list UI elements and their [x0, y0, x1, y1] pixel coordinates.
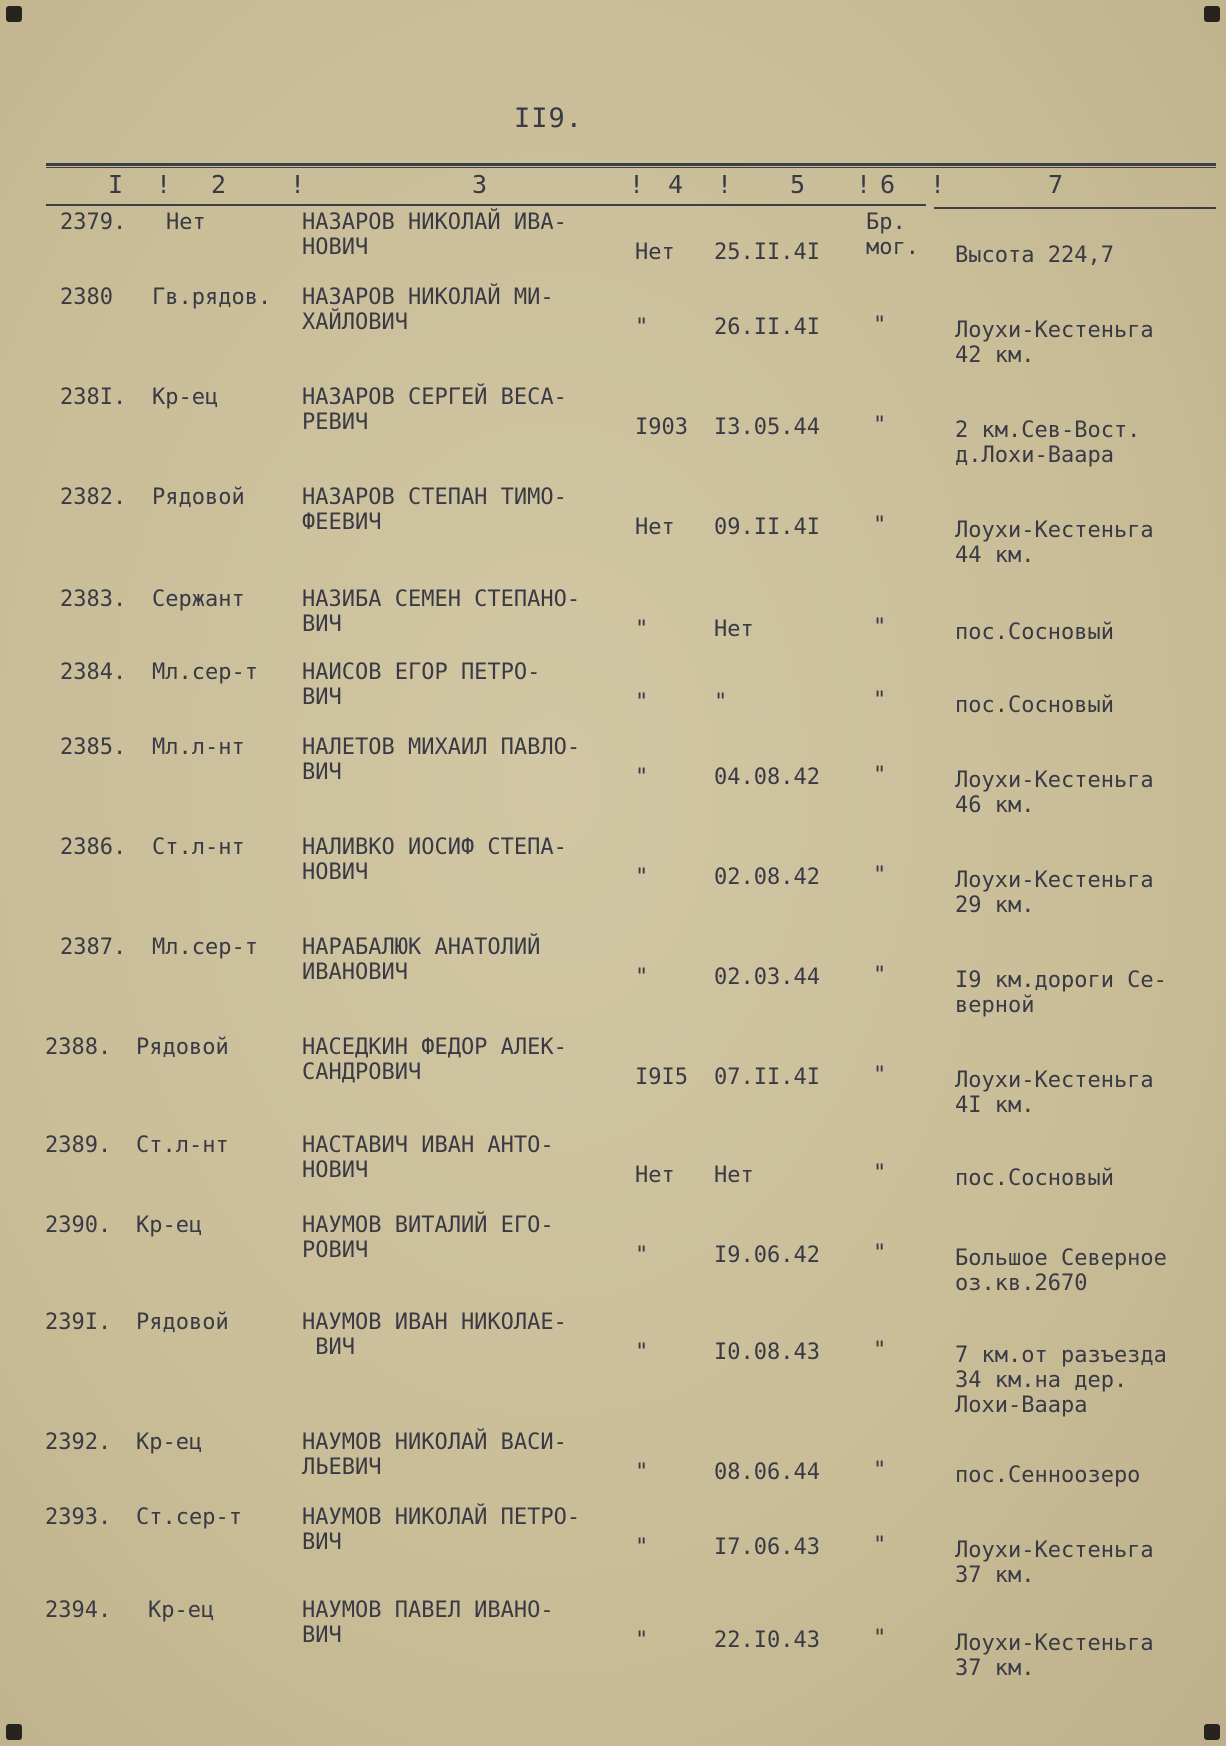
- full-name: [302, 587, 580, 637]
- birth-year: ": [635, 315, 649, 340]
- burial-type: ": [873, 763, 887, 788]
- header-col-3: 3: [472, 170, 488, 199]
- military-rank: Сержант: [152, 587, 245, 612]
- full-name-line-1: НАСЕДКИН ФЕДОР АЛЕК-: [302, 1035, 567, 1060]
- burial-place: [955, 1068, 1154, 1118]
- header-separator: !: [629, 170, 645, 199]
- full-name-line-1: НАУМОВ НИКОЛАЙ ПЕТРО-: [302, 1505, 581, 1530]
- full-name-line-1: НАУМОВ ПАВЕЛ ИВАНО-: [302, 1598, 554, 1623]
- military-rank: Ст.сер-т: [136, 1505, 242, 1530]
- full-name-line-2: ВИЧ: [302, 1335, 355, 1360]
- full-name-line-1: НАЗИБА СЕМЕН СТЕПАНО-: [302, 587, 581, 612]
- death-date: ": [714, 690, 728, 715]
- corner-pin-icon: [1204, 1724, 1220, 1740]
- record-number: 239I.: [45, 1310, 112, 1335]
- full-name-line-1: НАЗАРОВ НИКОЛАЙ МИ-: [302, 285, 554, 310]
- burial-place: [955, 968, 1167, 1018]
- burial-place-line-2: 34 км.на дер.: [955, 1368, 1128, 1393]
- burial-place-line-1: Лоухи-Кестеньга: [955, 1631, 1154, 1656]
- full-name: [302, 835, 567, 885]
- corner-pin-icon: [6, 1724, 22, 1740]
- death-date: 02.03.44: [714, 965, 820, 990]
- burial-place-line-3: Лохи-Ваара: [955, 1393, 1088, 1418]
- burial-place-line-2: 37 км.: [955, 1656, 1035, 1681]
- full-name-line-2: РОВИЧ: [302, 1238, 369, 1263]
- burial-type: ": [873, 1533, 887, 1558]
- birth-year: ": [635, 1460, 649, 1485]
- burial-place-line-1: Лоухи-Кестеньга: [955, 1538, 1154, 1563]
- full-name-line-2: САНДРОВИЧ: [302, 1060, 422, 1085]
- burial-place-line-1: 7 км.от разъезда: [955, 1343, 1167, 1368]
- record-number: 2389.: [45, 1133, 112, 1158]
- burial-type: ": [873, 513, 887, 538]
- burial-place-line-1: Лоухи-Кестеньга: [955, 868, 1154, 893]
- burial-place: [955, 318, 1154, 368]
- death-date: 07.II.4I: [714, 1065, 820, 1090]
- full-name-line-2: ВИЧ: [302, 760, 342, 785]
- burial-place: [955, 1538, 1154, 1588]
- full-name: [302, 1505, 580, 1555]
- record-number: 2384.: [60, 660, 127, 685]
- military-rank: Ст.л-нт: [152, 835, 245, 860]
- burial-place: [955, 418, 1140, 468]
- burial-type: ": [873, 863, 887, 888]
- birth-year: I9I5: [635, 1065, 688, 1090]
- record-number: 2393.: [45, 1505, 112, 1530]
- full-name: [302, 1035, 567, 1085]
- burial-type: ": [873, 1241, 887, 1266]
- record-number: 238I.: [60, 385, 127, 410]
- header-separator: !: [290, 170, 306, 199]
- full-name: [302, 385, 567, 435]
- burial-type: ": [873, 1161, 887, 1186]
- full-name-line-2: ВИЧ: [302, 612, 342, 637]
- military-rank: Рядовой: [152, 485, 245, 510]
- header-underline: [934, 207, 1216, 209]
- burial-type: ": [873, 1338, 887, 1363]
- birth-year: ": [635, 1535, 649, 1560]
- header-col-6: 6: [880, 170, 896, 199]
- birth-year: ": [635, 865, 649, 890]
- header-col-2: 2: [211, 170, 227, 199]
- record-number: 2383.: [60, 587, 127, 612]
- full-name-line-1: НАЛИВКО ИОСИФ СТЕПА-: [302, 835, 567, 860]
- burial-type: ": [873, 1626, 887, 1651]
- burial-place: [955, 243, 1114, 268]
- burial-place-line-1: I9 км.дороги Се-: [955, 968, 1167, 993]
- full-name-line-2: ВИЧ: [302, 685, 342, 710]
- full-name: [302, 1430, 567, 1480]
- full-name: [302, 1133, 554, 1183]
- military-rank: Гв.рядов.: [152, 285, 272, 310]
- birth-year: ": [635, 1243, 649, 1268]
- full-name-line-2: ФЕЕВИЧ: [302, 510, 382, 535]
- burial-type: ": [873, 413, 887, 438]
- header-separator: !: [156, 170, 172, 199]
- record-number: 2382.: [60, 485, 127, 510]
- birth-year: Нет: [635, 240, 675, 265]
- military-rank: Мл.л-нт: [152, 735, 245, 760]
- birth-year: ": [635, 690, 649, 715]
- header-separator: !: [856, 170, 872, 199]
- death-date: I0.08.43: [714, 1340, 820, 1365]
- burial-place-line-1: Лоухи-Кестеньга: [955, 768, 1154, 793]
- record-number: 2388.: [45, 1035, 112, 1060]
- corner-pin-icon: [6, 6, 22, 22]
- death-date: I3.05.44: [714, 415, 820, 440]
- birth-year: I903: [635, 415, 688, 440]
- corner-pin-icon: [1204, 6, 1220, 22]
- military-rank: Кр-ец: [136, 1213, 203, 1238]
- birth-year: ": [635, 617, 649, 642]
- full-name: [302, 660, 540, 710]
- burial-place-line-2: 37 км.: [955, 1563, 1035, 1588]
- military-rank: Рядовой: [136, 1310, 229, 1335]
- full-name-line-2: ИВАНОВИЧ: [302, 960, 408, 985]
- burial-place-line-1: пос.Сосновый: [955, 1166, 1114, 1191]
- record-number: 2385.: [60, 735, 127, 760]
- military-rank: Ст.л-нт: [136, 1133, 229, 1158]
- burial-place: [955, 518, 1154, 568]
- full-name: [302, 735, 580, 785]
- birth-year: ": [635, 1628, 649, 1653]
- death-date: Нет: [714, 1163, 754, 1188]
- military-rank: Рядовой: [136, 1035, 229, 1060]
- header-underline: [46, 204, 926, 206]
- header-col-1: I: [108, 170, 124, 199]
- table-top-rule-thin: [46, 167, 1216, 168]
- full-name-line-2: ВИЧ: [302, 1530, 342, 1555]
- burial-place-line-1: пос.Сосновый: [955, 693, 1114, 718]
- death-date: I7.06.43: [714, 1535, 820, 1560]
- death-date: 26.II.4I: [714, 315, 820, 340]
- burial-place-line-2: д.Лохи-Ваара: [955, 443, 1114, 468]
- burial-place: [955, 1343, 1167, 1418]
- record-number: 2392.: [45, 1430, 112, 1455]
- full-name-line-2: РЕВИЧ: [302, 410, 369, 435]
- full-name-line-2: НОВИЧ: [302, 1158, 369, 1183]
- full-name-line-2: ВИЧ: [302, 1623, 342, 1648]
- burial-place: [955, 768, 1154, 818]
- burial-place-line-2: 4I км.: [955, 1093, 1035, 1118]
- burial-place: [955, 1166, 1114, 1191]
- burial-place-line-2: оз.кв.2670: [955, 1271, 1088, 1296]
- burial-place-line-2: 42 км.: [955, 343, 1035, 368]
- death-date: 22.I0.43: [714, 1628, 820, 1653]
- burial-place-line-1: 2 км.Сев-Вост.: [955, 418, 1141, 443]
- table-header: [0, 170, 1226, 206]
- burial-place: [955, 693, 1114, 718]
- burial-type: ": [873, 1458, 887, 1483]
- full-name-line-1: НАУМОВ НИКОЛАЙ ВАСИ-: [302, 1430, 567, 1455]
- burial-place-line-1: Лоухи-Кестеньга: [955, 318, 1154, 343]
- record-number: 2380: [60, 285, 113, 310]
- table-top-rule: [46, 163, 1216, 166]
- burial-type: ": [873, 963, 887, 988]
- death-date: Нет: [714, 617, 754, 642]
- burial-type: ": [873, 688, 887, 713]
- full-name: [302, 1213, 554, 1263]
- birth-year: ": [635, 1340, 649, 1365]
- full-name-line-2: ХАЙЛОВИЧ: [302, 310, 408, 335]
- burial-place: [955, 1463, 1140, 1488]
- record-number: 2379.: [60, 210, 127, 235]
- death-date: 09.II.4I: [714, 515, 820, 540]
- header-col-4: 4: [668, 170, 684, 199]
- full-name: [302, 485, 567, 535]
- burial-type: Бр. мог.: [866, 210, 919, 260]
- burial-place-line-1: Лоухи-Кестеньга: [955, 518, 1154, 543]
- burial-place-line-1: Лоухи-Кестеньга: [955, 1068, 1154, 1093]
- full-name: [302, 210, 567, 260]
- record-number: 2390.: [45, 1213, 112, 1238]
- burial-place: [955, 1631, 1154, 1681]
- full-name: [302, 1598, 554, 1648]
- page-number: II9.: [514, 103, 584, 134]
- military-rank: Нет: [166, 210, 206, 235]
- full-name-line-1: НАЗАРОВ НИКОЛАЙ ИВА-: [302, 210, 567, 235]
- military-rank: Кр-ец: [148, 1598, 215, 1623]
- full-name-line-2: НОВИЧ: [302, 860, 369, 885]
- full-name-line-1: НАЛЕТОВ МИХАИЛ ПАВЛО-: [302, 735, 581, 760]
- burial-place-line-2: 44 км.: [955, 543, 1035, 568]
- military-rank: Кр-ец: [136, 1430, 203, 1455]
- military-rank: Кр-ец: [152, 385, 219, 410]
- full-name-line-1: НАУМОВ ИВАН НИКОЛАЕ-: [302, 1310, 567, 1335]
- header-col-7: 7: [1048, 170, 1064, 199]
- death-date: 08.06.44: [714, 1460, 820, 1485]
- burial-type: ": [873, 615, 887, 640]
- burial-place: [955, 868, 1154, 918]
- death-date: 04.08.42: [714, 765, 820, 790]
- burial-type: ": [873, 313, 887, 338]
- full-name: [302, 1310, 567, 1360]
- burial-type: ": [873, 1063, 887, 1088]
- birth-year: Нет: [635, 1163, 675, 1188]
- header-separator: !: [930, 170, 946, 199]
- record-number: 2394.: [45, 1598, 112, 1623]
- death-date: 02.08.42: [714, 865, 820, 890]
- death-date: 25.II.4I: [714, 240, 820, 265]
- full-name-line-1: НАИСОВ ЕГОР ПЕТРО-: [302, 660, 541, 685]
- record-number: 2387.: [60, 935, 127, 960]
- burial-place: [955, 1246, 1167, 1296]
- full-name: [302, 935, 540, 985]
- birth-year: Нет: [635, 515, 675, 540]
- burial-place: [955, 620, 1114, 645]
- full-name-line-2: ЛЬЕВИЧ: [302, 1455, 382, 1480]
- full-name-line-2: НОВИЧ: [302, 235, 369, 260]
- burial-place-line-1: пос.Сосновый: [955, 620, 1114, 645]
- military-rank: Мл.сер-т: [152, 660, 258, 685]
- full-name-line-1: НАЗАРОВ СТЕПАН ТИМО-: [302, 485, 567, 510]
- full-name: [302, 285, 554, 335]
- burial-place-line-2: 29 км.: [955, 893, 1035, 918]
- header-separator: !: [717, 170, 733, 199]
- full-name-line-1: НАЗАРОВ СЕРГЕЙ ВЕСА-: [302, 385, 567, 410]
- death-date: I9.06.42: [714, 1243, 820, 1268]
- record-number: 2386.: [60, 835, 127, 860]
- burial-place-line-1: пос.Сенноозеро: [955, 1463, 1141, 1488]
- military-rank: Мл.сер-т: [152, 935, 258, 960]
- birth-year: ": [635, 765, 649, 790]
- burial-place-line-1: Высота 224,7: [955, 243, 1114, 268]
- header-col-5: 5: [790, 170, 806, 199]
- full-name-line-1: НАУМОВ ВИТАЛИЙ ЕГО-: [302, 1213, 554, 1238]
- full-name-line-1: НАРАБАЛЮК АНАТОЛИЙ: [302, 935, 541, 960]
- burial-place-line-1: Большое Северное: [955, 1246, 1167, 1271]
- full-name-line-1: НАСТАВИЧ ИВАН АНТО-: [302, 1133, 554, 1158]
- burial-place-line-2: верной: [955, 993, 1035, 1018]
- birth-year: ": [635, 965, 649, 990]
- burial-place-line-2: 46 км.: [955, 793, 1035, 818]
